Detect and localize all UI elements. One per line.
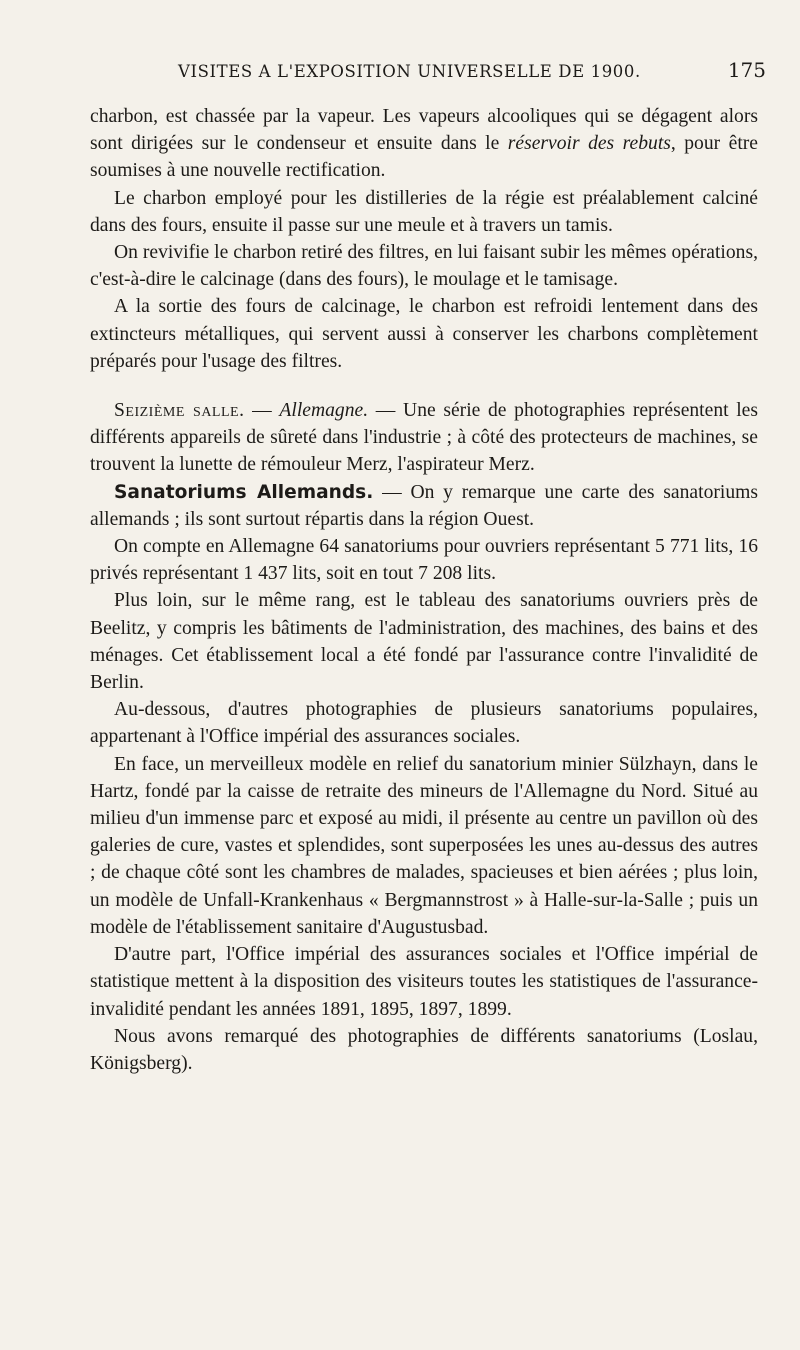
running-title: VISITES A L'EXPOSITION UNIVERSELLE DE 1900.: [178, 62, 641, 81]
page-body: [90, 103, 758, 1077]
paragraph: Le charbon employé pour les distilleries de la régie est préalablement calciné dans des fours, ensuite il passe sur une meule et à travers un tamis.: [90, 187, 758, 236]
page-number: 175: [727, 58, 766, 82]
page-header: [90, 58, 770, 92]
section-country: Allemagne.: [279, 400, 369, 422]
paragraph: On revivifie le charbon retiré des filtres, en lui faisant subir les mêmes opérations, c'est-à-dire le calcinage (dans des fours), le moulage et le tamisage.: [90, 242, 758, 291]
paragraph: Au-dessous, d'autres photographies de plusieurs sanatoriums populaires, appartenant à l'Office impérial des assurances sociales.: [90, 699, 758, 748]
section-label: Seizième salle.: [114, 400, 245, 422]
section-heading: Sanatoriums Allemands.: [114, 481, 374, 503]
paragraph: Sanatoriums Allemands. — On y remarque une carte des sanatoriums allemands ; ils sont surtout répartis dans la région Ouest.: [90, 481, 758, 530]
paragraph: En face, un merveilleux modèle en relief du sanatorium minier Sülzhayn, dans le Hartz, fondé par la caisse de retraite des mineurs de l'Allemagne du Nord. Situé au milieu d'un immense parc et exposé au midi, il présente au centre un pavillon où des galeries de cure, vastes et splendides, sont superposées les unes au-dessus des autres ; de chaque côté sont les chambres de malades, spacieuses et bien aérées ; plus loin, un modèle de Unfall-Krankenhaus « Bergmannstrost » à Halle-sur-la-Salle ; puis un modèle de l'établissement sanitaire d'Augustusbad.: [90, 753, 758, 938]
paragraph: Nous avons remarqué des photographies de différents sanatoriums (Loslau, Königsberg).: [90, 1025, 758, 1074]
paragraph: charbon, est chassée par la vapeur. Les vapeurs alcooliques qui se dégagent alors sont dirigées sur le condenseur et ensuite dans le réservoir des rebuts, pour être soumises à une nouvelle rectification.: [90, 106, 758, 182]
section-paragraph: Seizième salle. — Allemagne. — Une série de photographies représentent les différents appareils de sûreté dans l'industrie ; à côté des protecteurs de machines, se trouvent la lunette de rémouleur Merz, l'aspirateur Merz.: [90, 400, 758, 476]
paragraph: D'autre part, l'Office impérial des assurances sociales et l'Office impérial de statistique mettent à la disposition des visiteurs toutes les statistiques de l'assurance-invalidité pendant les années 1891, 1895, 1897, 1899.: [90, 944, 758, 1020]
paragraph: Plus loin, sur le même rang, est le tableau des sanatoriums ouvriers près de Beelitz, y compris les bâtiments de l'administration, des machines, des bains et des ménages. Cet établissement local a été fondé par l'assurance contre l'invalidité de Berlin.: [90, 590, 758, 694]
paragraph: On compte en Allemagne 64 sanatoriums pour ouvriers représentant 5 771 lits, 16 privés représentant 1 437 lits, soit en tout 7 208 lits.: [90, 536, 758, 585]
italic-term: réservoir des rebuts: [507, 133, 671, 155]
paragraph: A la sortie des fours de calcinage, le charbon est refroidi lentement dans des extincteurs métalliques, qui servent aussi à conserver les charbons complètement préparés pour l'usage des filtres.: [90, 296, 758, 372]
